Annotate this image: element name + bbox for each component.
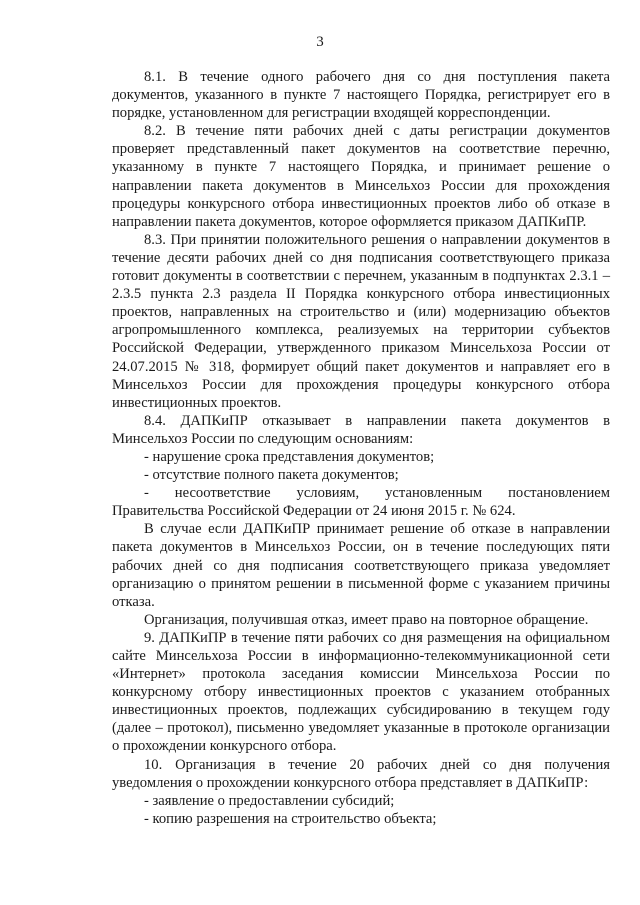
list-item-incomplete-package: - отсутствие полного пакета документов; [144, 467, 399, 484]
paragraph-8-2: 8.2. В течение пяти рабочих дней с даты регистрации документов проверяет представленный пакет документов на соответствие перечню, указанному в пункте 7 настоящего Порядка, и принимает решение о направлении пакета документов в Минсельхоз России для прохождения процедуры конкурсного отбора инвестиционных проектов либо об отказе в направлении пакета документов, которое оформляется приказом ДАПКиПР. [112, 123, 610, 230]
list-item-subsidy-application: - заявление о предоставлении субсидий; [144, 792, 395, 809]
page-number: 3 [316, 34, 324, 50]
document-body [112, 68, 610, 828]
paragraph-8-3: 8.3. При принятии положительного решения о направлении документов в течение десяти рабочих дней со дня подписания соответствующего приказа готовит документы в соответствии с перечнем, указанным в подпунктах 2.3.1 – 2.3.5 пункта 2.3 раздела II Порядка конкурсного отбора инвестиционных проектов, направленных на строительство и (или) модернизацию объектов агропромышленного комплекса, реализуемых на территории субъектов Российской Федерации, утвержденного приказом Минсельхоза России от 24.07.2015 № 318, формирует общий пакет документов и направляет его в Минсельхоз России для прохождения процедуры конкурсного отбора инвестиционных проектов. [112, 231, 610, 411]
list-item-nonconformity: - несоответствие условиям, установленным постановлением Правительства Российской Федерации от 24 июня 2015 г. № 624. [112, 485, 610, 520]
paragraph-reapplication: Организация, получившая отказ, имеет право на повторное обращение. [144, 611, 589, 628]
paragraph-refusal-case: В случае если ДАПКиПР принимает решение об отказе в направлении пакета документов в Минсельхоз России, он в течение последующих пяти рабочих дней со дня подписания соответствующего приказа уведомляет организацию о принятом решении в письменной форме с указанием причины отказа. [112, 521, 610, 610]
paragraph-8-1: 8.1. В течение одного рабочего дня со дня поступления пакета документов, указанного в пункте 7 настоящего Порядка, регистрирует его в порядке, установленном для регистрации входящей корреспонденции. [112, 69, 610, 122]
list-item-deadline-violation: - нарушение срока представления документов; [144, 448, 435, 465]
list-item-construction-permit: - копию разрешения на строительство объекта; [144, 810, 437, 827]
paragraph-8-4: 8.4. ДАПКиПР отказывает в направлении пакета документов в Минсельхоз России по следующим основаниям: [112, 412, 610, 447]
paragraph-9: 9. ДАПКиПР в течение пяти рабочих со дня размещения на официальном сайте Минсельхоза России в информационно-телекоммуникационной сети «Интернет» протокола заседания комиссии Минсельхоза России по конкурсному отбору инвестиционных проектов с указанием отобранных инвестиционных проектов, подлежащих субсидированию в текущем году (далее – протокол), письменно уведомляет указанные в протоколе организации о прохождении конкурсного отбора. [112, 629, 610, 755]
paragraph-10: 10. Организация в течение 20 рабочих дней со дня получения уведомления о прохождении конкурсного отбора представляет в ДАПКиПР: [112, 756, 610, 791]
